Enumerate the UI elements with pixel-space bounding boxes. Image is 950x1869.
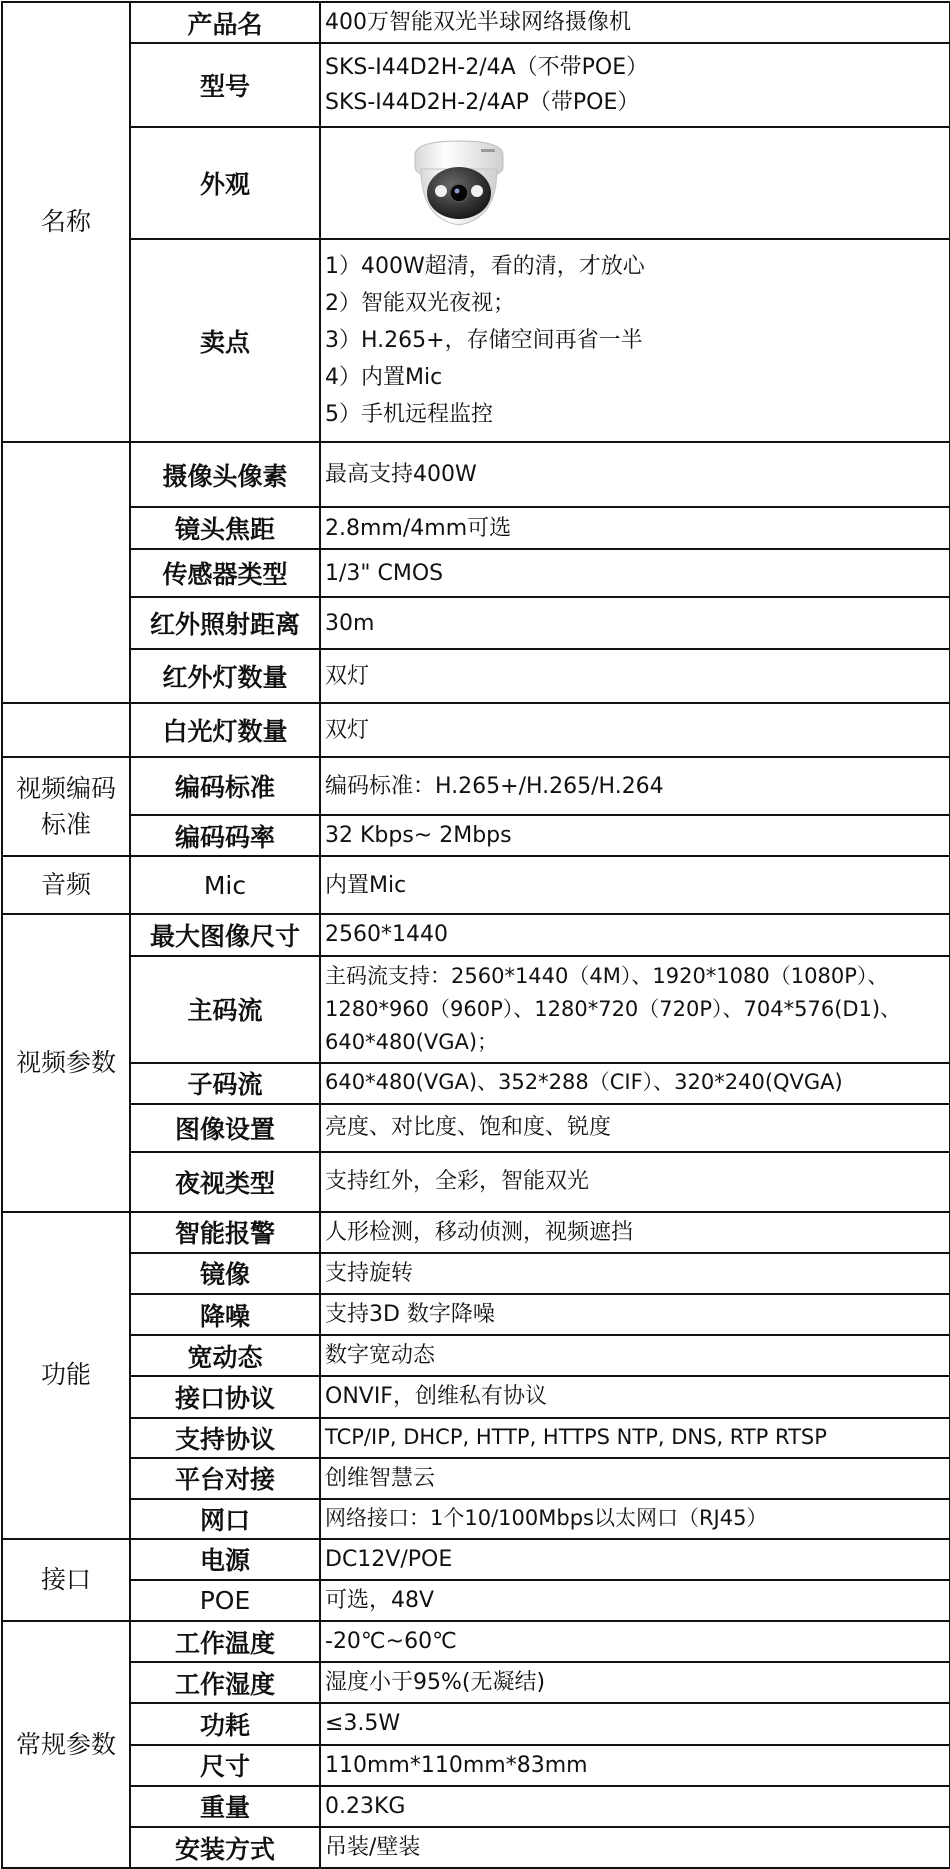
- label-sub-stream: 子码流: [130, 1063, 320, 1104]
- label-denoise: 降噪: [130, 1294, 320, 1335]
- selling-point: 1）400W超清，看的清，才放心: [325, 254, 645, 280]
- label-wdr: 宽动态: [130, 1335, 320, 1376]
- value-max-resolution: 2560*1440: [320, 914, 950, 955]
- label-platform: 平台对接: [130, 1458, 320, 1499]
- label-focal: 镜头焦距: [130, 507, 320, 549]
- value-power: DC12V/POE: [320, 1539, 950, 1580]
- value-sub-stream: 640*480(VGA)、352*288（CIF）、320*240(QVGA): [320, 1063, 950, 1104]
- category-name: 名称: [2, 2, 130, 442]
- category-function: 功能: [2, 1212, 130, 1539]
- category-camera: [2, 442, 130, 703]
- label-model: 型号: [130, 43, 320, 127]
- value-installation: 吊装/壁装: [320, 1827, 950, 1868]
- category-codec: 视频编码标准: [2, 757, 130, 856]
- value-denoise: 支持3D 数字降噪: [320, 1294, 950, 1335]
- label-work-humidity: 工作湿度: [130, 1662, 320, 1703]
- label-ir-count: 红外灯数量: [130, 649, 320, 703]
- value-bitrate: 32 Kbps~ 2Mbps: [320, 815, 950, 856]
- value-ir-distance: 30m: [320, 597, 950, 649]
- label-supported-protocols: 支持协议: [130, 1418, 320, 1458]
- category-interface: 接口: [2, 1539, 130, 1621]
- value-pixels: 最高支持400W: [320, 442, 950, 507]
- label-appearance: 外观: [130, 127, 320, 239]
- product-image: [320, 127, 950, 239]
- category-white-light: [2, 703, 130, 757]
- label-pixels: 摄像头像素: [130, 442, 320, 507]
- dome-camera-icon: [411, 133, 507, 233]
- value-model: [320, 43, 950, 127]
- label-mirror: 镜像: [130, 1253, 320, 1294]
- selling-point: 3）H.265+，存储空间再省一半: [325, 328, 643, 354]
- value-selling-points: [320, 239, 950, 442]
- value-network-port: 网络接口：1个10/100Mbps以太网口（RJ45）: [320, 1499, 950, 1539]
- main-stream-line: 640*480(VGA)；: [325, 1029, 499, 1054]
- selling-point: 4）内置Mic: [325, 365, 443, 391]
- spec-table: [1, 1, 950, 1869]
- value-work-temp: -20℃~60℃: [320, 1621, 950, 1662]
- value-poe: 可选，48V: [320, 1580, 950, 1621]
- value-wdr: 数字宽动态: [320, 1335, 950, 1376]
- label-sensor: 传感器类型: [130, 549, 320, 597]
- category-audio: 音频: [2, 856, 130, 914]
- value-ir-count: 双灯: [320, 649, 950, 703]
- label-selling-points: 卖点: [130, 239, 320, 442]
- value-interface-protocol: ONVIF，创维私有协议: [320, 1376, 950, 1417]
- main-stream-line: 主码流支持：2560*1440（4M）、1920*1080（1080P）、: [325, 963, 889, 988]
- label-interface-protocol: 接口协议: [130, 1376, 320, 1417]
- value-smart-alarm: 人形检测，移动侦测，视频遮挡: [320, 1212, 950, 1253]
- selling-point: 5）手机远程监控: [325, 402, 493, 428]
- label-installation: 安装方式: [130, 1827, 320, 1868]
- value-image-settings: 亮度、对比度、饱和度、锐度: [320, 1104, 950, 1152]
- label-mic: Mic: [130, 856, 320, 914]
- category-general: 常规参数: [2, 1621, 130, 1868]
- value-mirror: 支持旋转: [320, 1253, 950, 1294]
- value-sensor: 1/3" CMOS: [320, 549, 950, 597]
- label-product-name: 产品名: [130, 2, 320, 43]
- label-image-settings: 图像设置: [130, 1104, 320, 1152]
- label-bitrate: 编码码率: [130, 815, 320, 856]
- model-line: SKS-I44D2H-2/4A（不带POE）: [325, 55, 649, 80]
- label-night-vision: 夜视类型: [130, 1152, 320, 1212]
- label-codec-standard: 编码标准: [130, 757, 320, 815]
- selling-point: 2）智能双光夜视；: [325, 291, 515, 317]
- label-white-light: 白光灯数量: [130, 703, 320, 757]
- value-product-name: 400万智能双光半球网络摄像机: [320, 2, 950, 43]
- value-night-vision: 支持红外，全彩，智能双光: [320, 1152, 950, 1212]
- value-white-light: 双灯: [320, 703, 950, 757]
- label-dimensions: 尺寸: [130, 1745, 320, 1786]
- value-platform: 创维智慧云: [320, 1458, 950, 1499]
- value-dimensions: 110mm*110mm*83mm: [320, 1745, 950, 1786]
- label-poe: POE: [130, 1580, 320, 1621]
- label-power: 电源: [130, 1539, 320, 1580]
- label-power-consumption: 功耗: [130, 1703, 320, 1744]
- label-network-port: 网口: [130, 1499, 320, 1539]
- value-mic: 内置Mic: [320, 856, 950, 914]
- value-power-consumption: ≤3.5W: [320, 1703, 950, 1744]
- main-stream-line: 1280*960（960P）、1280*720（720P）、704*576(D1)、: [325, 996, 902, 1021]
- category-video: 视频参数: [2, 914, 130, 1211]
- value-weight: 0.23KG: [320, 1786, 950, 1827]
- label-work-temp: 工作温度: [130, 1621, 320, 1662]
- label-ir-distance: 红外照射距离: [130, 597, 320, 649]
- value-focal: 2.8mm/4mm可选: [320, 507, 950, 549]
- label-weight: 重量: [130, 1786, 320, 1827]
- label-smart-alarm: 智能报警: [130, 1212, 320, 1253]
- value-supported-protocols: TCP/IP, DHCP, HTTP, HTTPS NTP, DNS, RTP RTSP: [320, 1418, 950, 1458]
- label-main-stream: 主码流: [130, 956, 320, 1063]
- label-max-resolution: 最大图像尺寸: [130, 914, 320, 955]
- value-codec-standard: 编码标准：H.265+/H.265/H.264: [320, 757, 950, 815]
- value-main-stream: [320, 956, 950, 1063]
- model-line: SKS-I44D2H-2/4AP（带POE）: [325, 90, 640, 116]
- value-work-humidity: 湿度小于95%(无凝结): [320, 1662, 950, 1703]
